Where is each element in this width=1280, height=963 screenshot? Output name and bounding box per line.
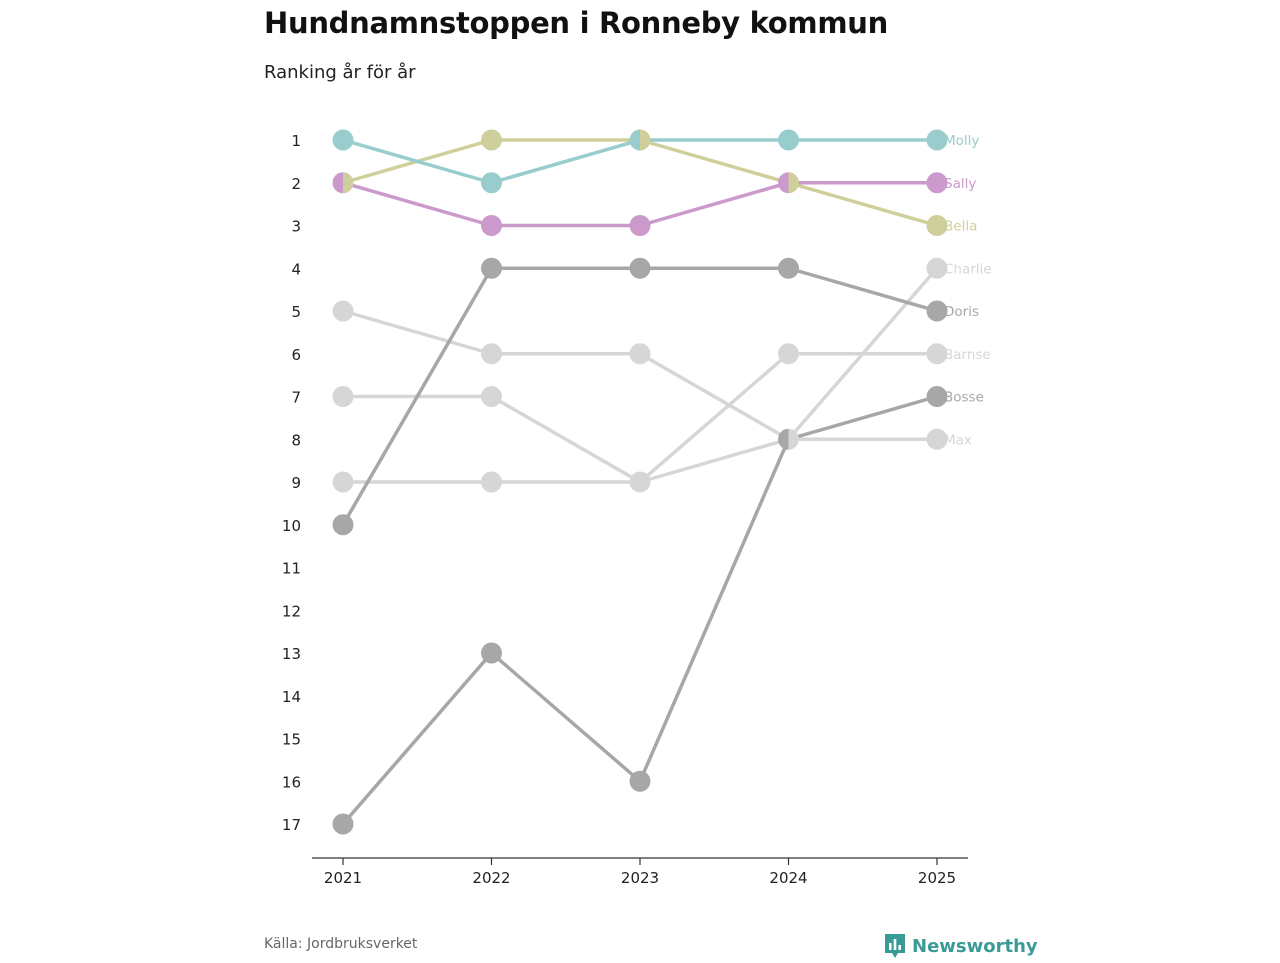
data-point-doris <box>778 258 799 279</box>
data-point-sally <box>630 215 651 236</box>
y-tick-label: 10 <box>281 516 301 535</box>
y-tick-label: 3 <box>291 217 301 236</box>
series-line-charlie <box>343 268 937 482</box>
data-point-bella <box>481 130 502 151</box>
chart-title: Hundnamnstoppen i Ronneby kommun <box>264 6 888 40</box>
y-tick-label: 14 <box>281 687 301 706</box>
data-point-doris <box>630 258 651 279</box>
series-label-barnse: Barnse <box>944 346 991 363</box>
y-tick-label: 17 <box>281 816 301 834</box>
y-tick-label: 8 <box>291 431 301 450</box>
y-tick-label: 12 <box>281 602 301 621</box>
y-tick-label: 6 <box>291 345 301 364</box>
series-line-bosse <box>343 397 937 825</box>
series-label-sally: Sally <box>944 175 977 192</box>
y-tick-label: 7 <box>291 388 301 407</box>
data-point-charlie <box>333 386 354 407</box>
y-tick-label: 4 <box>291 260 301 279</box>
series-label-bosse: Bosse <box>944 389 984 406</box>
x-tick-label: 2021 <box>323 869 363 887</box>
series-label-max: Max <box>944 432 972 449</box>
bar-chart-icon <box>884 933 906 959</box>
data-point-molly <box>333 130 354 151</box>
x-axis-ticks <box>324 858 956 887</box>
data-point-doris <box>481 258 502 279</box>
y-tick-label: 2 <box>291 174 301 193</box>
data-point-max <box>481 343 502 364</box>
data-point-sally <box>481 215 502 236</box>
data-point-bella <box>640 130 651 151</box>
data-point-max <box>789 429 800 450</box>
data-point-bosse <box>778 429 789 450</box>
y-tick-label: 11 <box>281 559 301 578</box>
data-point-bosse <box>333 814 354 835</box>
data-point-charlie <box>481 386 502 407</box>
data-point-bosse <box>481 643 502 664</box>
series-line-max <box>343 311 937 439</box>
x-tick-label: 2023 <box>620 869 660 887</box>
data-point-bella <box>789 172 800 193</box>
x-tick-label: 2025 <box>917 869 957 887</box>
source-note: Källa: Jordbruksverket <box>264 936 418 952</box>
data-point-barnse <box>481 472 502 493</box>
y-tick-label: 1 <box>291 132 301 150</box>
data-point-charlie <box>630 472 641 493</box>
data-point-molly <box>630 130 641 151</box>
data-point-molly <box>778 130 799 151</box>
data-point-doris <box>333 514 354 535</box>
y-axis-ticks <box>282 132 301 834</box>
y-tick-label: 16 <box>281 773 301 792</box>
y-tick-label: 15 <box>281 730 301 749</box>
data-point-barnse <box>333 472 354 493</box>
data-point-bella <box>343 172 354 193</box>
y-tick-label: 9 <box>291 474 301 492</box>
series-label-doris: Doris <box>944 304 979 320</box>
x-tick-label: 2022 <box>472 869 511 887</box>
x-tick-label: 2024 <box>769 869 808 887</box>
series-label-molly: Molly <box>944 133 980 149</box>
y-tick-label: 5 <box>291 303 301 321</box>
data-point-sally <box>778 172 789 193</box>
brand-name: Newsworthy <box>912 935 1038 957</box>
data-point-max <box>630 343 651 364</box>
data-point-max <box>333 301 354 322</box>
y-tick-label: 13 <box>281 645 301 663</box>
series-end-labels <box>944 133 992 448</box>
data-point-barnse <box>778 343 799 364</box>
chart-subtitle: Ranking år för år <box>264 62 416 83</box>
data-point-bosse <box>630 771 651 792</box>
data-point-sally <box>333 172 344 193</box>
series-label-bella: Bella <box>944 218 978 235</box>
data-point-molly <box>481 172 502 193</box>
brand-logo[interactable] <box>884 933 1038 959</box>
series-label-charlie: Charlie <box>944 261 992 278</box>
